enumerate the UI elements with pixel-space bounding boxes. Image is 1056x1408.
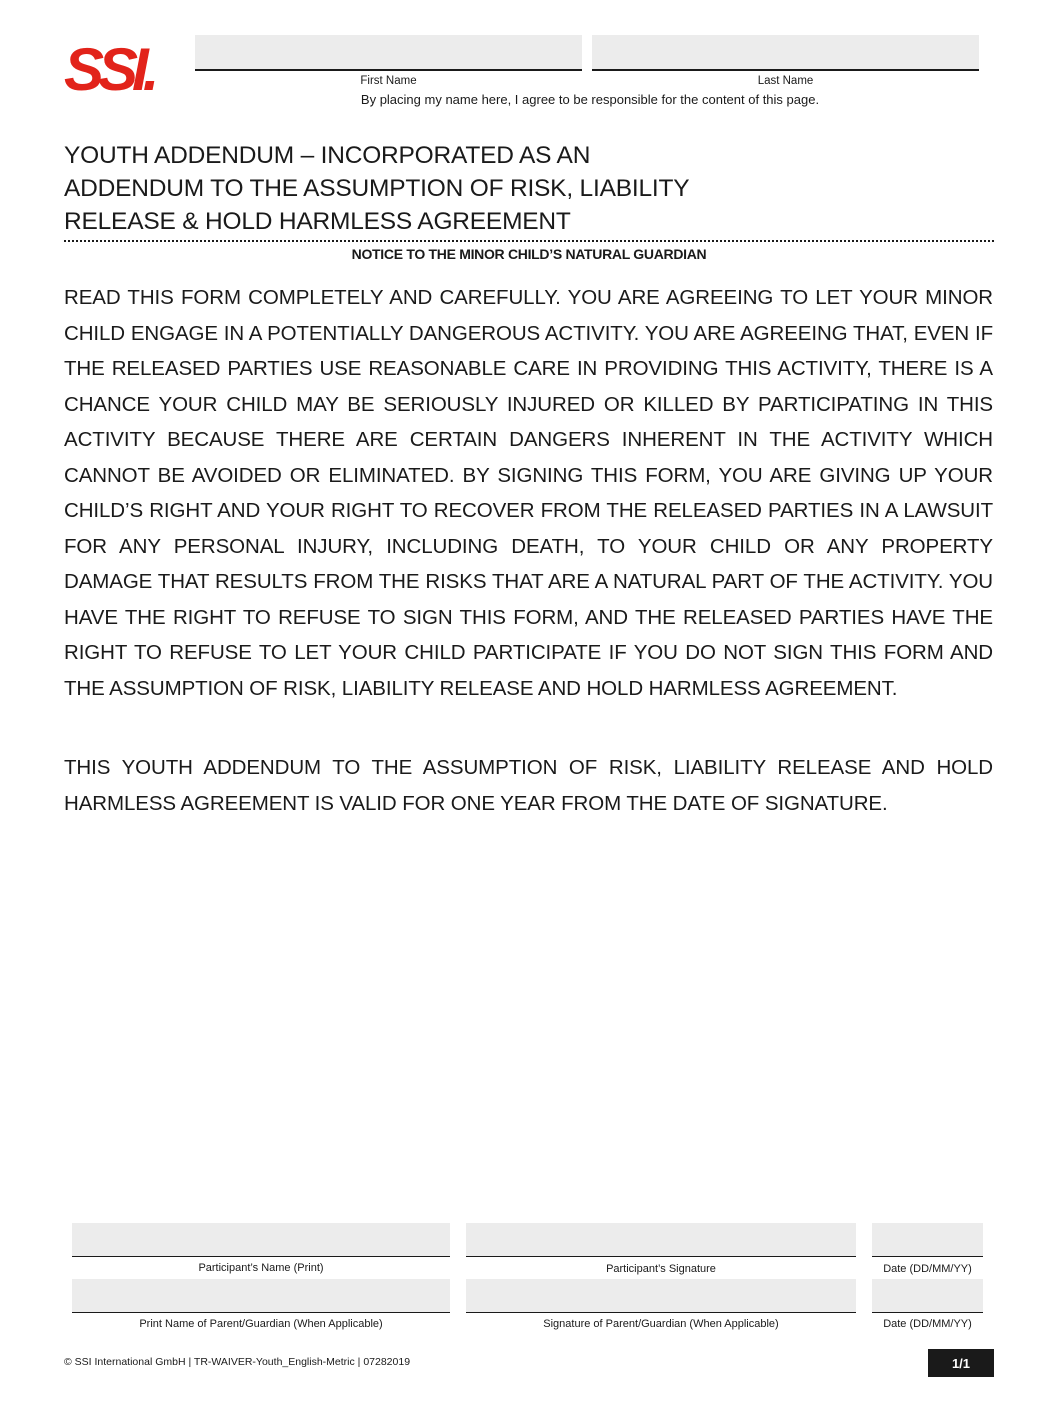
guardian-name-label: Print Name of Parent/Guardian (When Applicable): [139, 1318, 383, 1330]
document-title: [64, 139, 994, 238]
ssi-logo: [64, 38, 180, 100]
first-name-label: First Name: [360, 75, 417, 87]
participant-date-field[interactable]: [872, 1223, 983, 1257]
agreement-statement: By placing my name here, I agree to be responsible for the content of this page.: [360, 92, 820, 107]
ssi-logo-text: SSI.: [64, 38, 154, 100]
page-number-badge: 1/1: [928, 1349, 994, 1377]
guardian-date-label: Date (DD/MM/YY): [883, 1318, 972, 1330]
title-divider: [64, 240, 994, 242]
participant-name-field[interactable]: [72, 1223, 450, 1257]
first-name-field[interactable]: [195, 35, 582, 71]
validity-paragraph: THIS YOUTH ADDENDUM TO THE ASSUMPTION OF RISK, LIABILITY RELEASE AND HOLD HARMLESS AGREEMENT IS VALID FOR ONE YEAR FROM THE DATE OF SIGNATURE.: [64, 756, 993, 815]
warning-paragraph: READ THIS FORM COMPLETELY AND CAREFULLY. YOU ARE AGREEING TO LET YOUR MINOR CHILD ENGAGE IN A POTENTIALLY DANGEROUS ACTIVITY. YOU ARE AGREEING THAT, EVEN IF THE RELEASED PARTIES USE REASONABLE CARE IN PROVIDING THIS ACTIVITY, THERE IS A CHANCE YOUR CHILD MAY BE SERIOUSLY INJURED OR KILLED BY PARTICIPATING IN THIS ACTIVITY BECAUSE THERE ARE CERTAIN DANGERS INHERENT IN THE ACTIVITY WHICH CANNOT BE AVOIDED OR ELIMINATED. BY SIGNING THIS FORM, YOU ARE GIVING UP YOUR CHILD’S RIGHT AND YOUR RIGHT TO RECOVER FROM THE RELEASED PARTIES IN A LAWSUIT FOR ANY PERSONAL INJURY, INCLUDING DEATH, TO YOUR CHILD OR ANY PROPERTY DAMAGE THAT RESULTS FROM THE RISKS THAT ARE A NATURAL PART OF THE ACTIVITY. YOU HAVE THE RIGHT TO REFUSE TO SIGN THIS FORM, AND THE RELEASED PARTIES HAVE THE RIGHT TO REFUSE TO LET YOUR CHILD PARTICIPATE IF YOU DO NOT SIGN THIS FORM AND THE ASSUMPTION OF RISK, LIABILITY RELEASE AND HOLD HARMLESS AGREEMENT.: [64, 286, 993, 700]
title-line: YOUTH ADDENDUM – INCORPORATED AS AN: [64, 142, 591, 169]
guardian-name-field[interactable]: [72, 1279, 450, 1313]
participant-name-label: Participant’s Name (Print): [198, 1262, 324, 1274]
guardian-signature-label: Signature of Parent/Guardian (When Applicable): [543, 1318, 779, 1330]
title-line: ADDENDUM TO THE ASSUMPTION OF RISK, LIABILITY: [64, 175, 690, 202]
title-line: RELEASE & HOLD HARMLESS AGREEMENT: [64, 208, 571, 235]
participant-signature-field[interactable]: [466, 1223, 856, 1257]
last-name-label: Last Name: [757, 75, 814, 87]
participant-date-label: Date (DD/MM/YY): [883, 1263, 972, 1275]
guardian-signature-field[interactable]: [466, 1279, 856, 1313]
participant-signature-label: Participant’s Signature: [606, 1263, 716, 1275]
notice-heading: NOTICE TO THE MINOR CHILD’S NATURAL GUARDIAN: [351, 246, 707, 262]
guardian-date-field[interactable]: [872, 1279, 983, 1313]
last-name-field[interactable]: [592, 35, 979, 71]
footer-copyright: © SSI International GmbH | TR-WAIVER-Youth_English-Metric | 07282019: [64, 1356, 411, 1368]
